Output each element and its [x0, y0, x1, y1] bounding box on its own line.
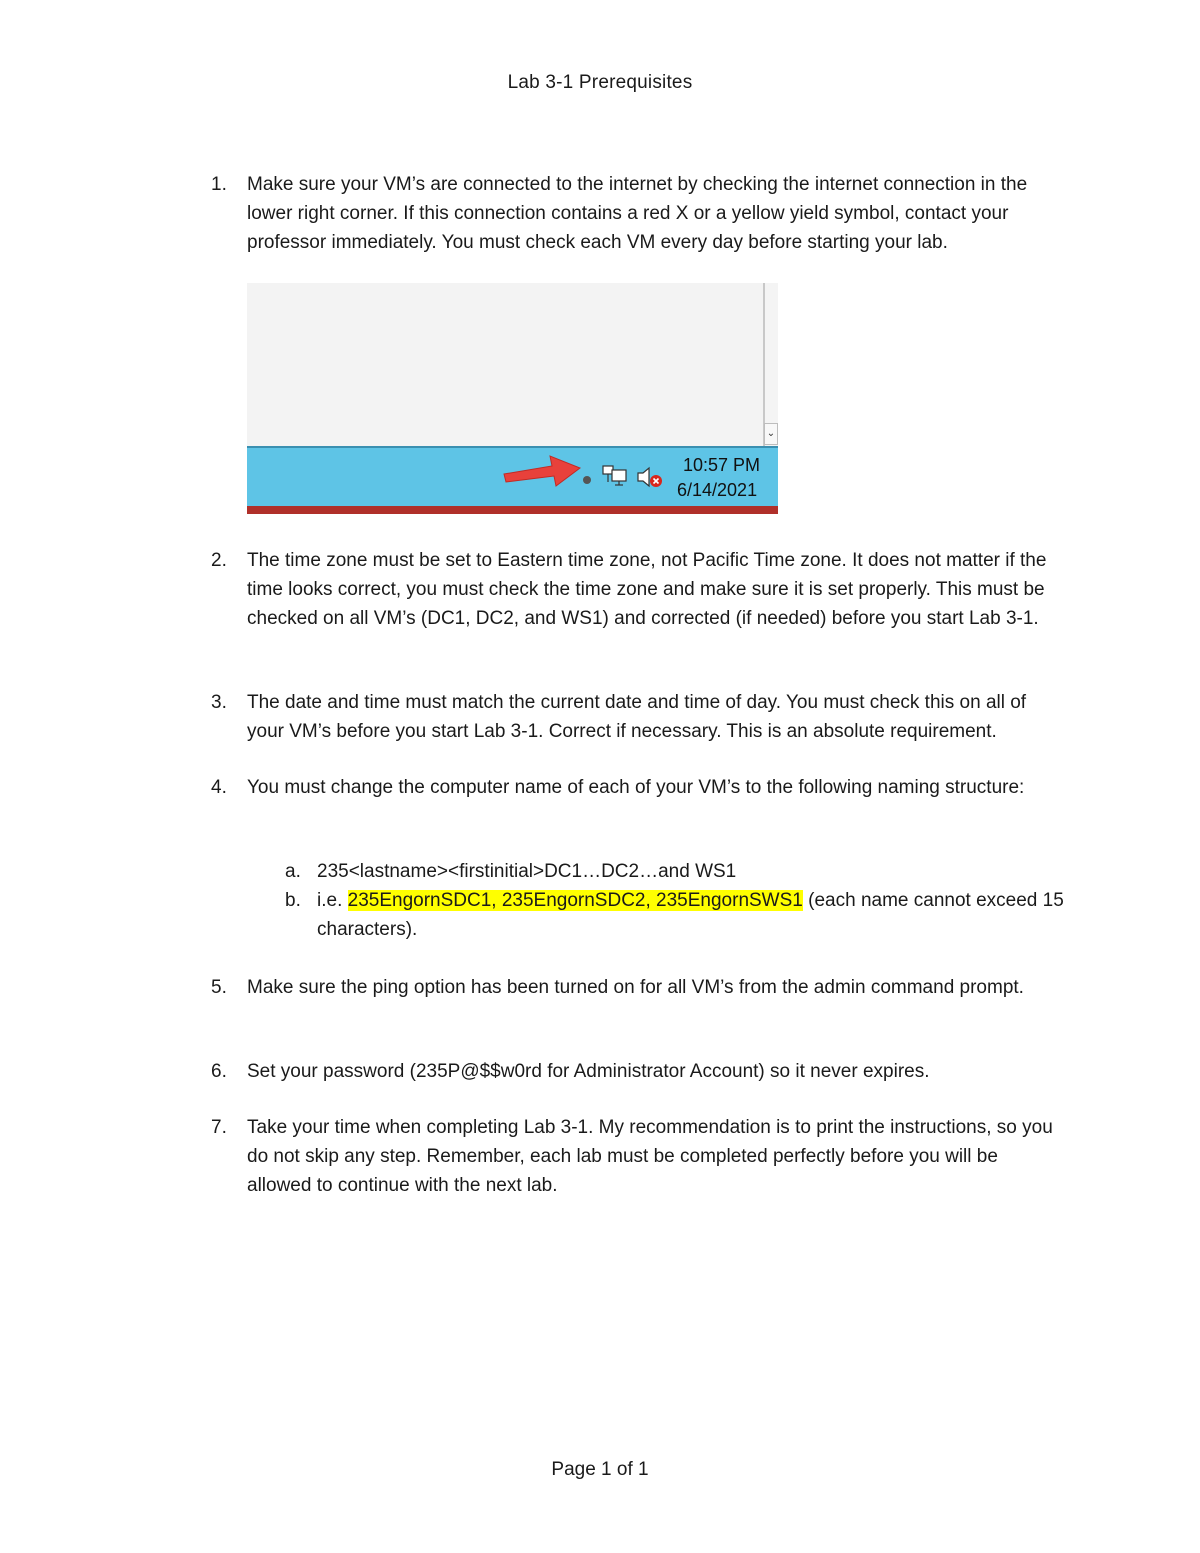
- example-suffix: (each name cannot exceed 15 characters).: [317, 890, 1064, 940]
- page-title: Lab 3-1 Prerequisites: [507, 72, 693, 93]
- list-text: Make sure your VM’s are connected to the internet by checking the internet connection in the lower right corner. If this connection contains a red X or a yellow yield symbol, contact your professor immediately. You must check each VM every day before starting your lab.: [247, 174, 1028, 253]
- sub-list-letter: a.: [285, 861, 301, 882]
- list-text: Make sure the ping option has been turned on for all VM’s from the admin command prompt.: [247, 977, 1024, 998]
- scroll-down-button: ⌄: [764, 423, 778, 445]
- clock-time: 10:57 PM: [683, 455, 761, 475]
- sub-list-text: [317, 886, 1067, 944]
- list-number: 1.: [211, 174, 227, 195]
- list-number: 5.: [211, 977, 227, 998]
- list-text: The time zone must be set to Eastern time zone, not Pacific Time zone. It does not matter if the time looks correct, you must check the time zone and make sure it is set properly. This must be checked on all VM’s (DC1, DC2, and WS1) and corrected (if needed) before you start Lab 3-1.: [247, 550, 1047, 629]
- list-text: Set your password (235P@$$w0rd for Administrator Account) so it never expires.: [247, 1061, 930, 1082]
- list-text: The date and time must match the current date and time of day. You must check this on all of your VM’s before you start Lab 3-1. Correct if necessary. This is an absolute requirement.: [247, 692, 1027, 742]
- network-icon: [602, 465, 628, 487]
- arrow-icon: [502, 448, 582, 492]
- muted-speaker-icon: [636, 466, 664, 488]
- list-number: 2.: [211, 550, 227, 571]
- clock-date: 6/14/2021: [677, 480, 758, 500]
- sub-list-text: 235<lastname><firstinitial>DC1…DC2…and WS1: [317, 861, 737, 882]
- window-area: [247, 283, 765, 446]
- list-text: You must change the computer name of each of your VM’s to the following naming structure:: [247, 777, 1025, 798]
- list-number: 4.: [211, 777, 227, 798]
- tray-icon: [580, 473, 594, 487]
- taskbar-screenshot: [247, 283, 778, 514]
- highlighted-names: 235EngornSDC1, 235EngornSDC2, 235EngornSWS1: [347, 890, 803, 911]
- list-text: Take your time when completing Lab 3-1. My recommendation is to print the instructions, so you do not skip any step. Remember, each lab must be completed perfectly before you will be allowed to continue with the next lab.: [247, 1117, 1053, 1196]
- list-number: 7.: [211, 1117, 227, 1138]
- list-number: 3.: [211, 692, 227, 713]
- list-number: 6.: [211, 1061, 227, 1082]
- taskbar-bottom-strip: [247, 506, 778, 514]
- example-prefix: i.e.: [317, 890, 348, 911]
- sub-list-letter: b.: [285, 890, 301, 911]
- page-footer: Page 1 of 1: [551, 1459, 649, 1480]
